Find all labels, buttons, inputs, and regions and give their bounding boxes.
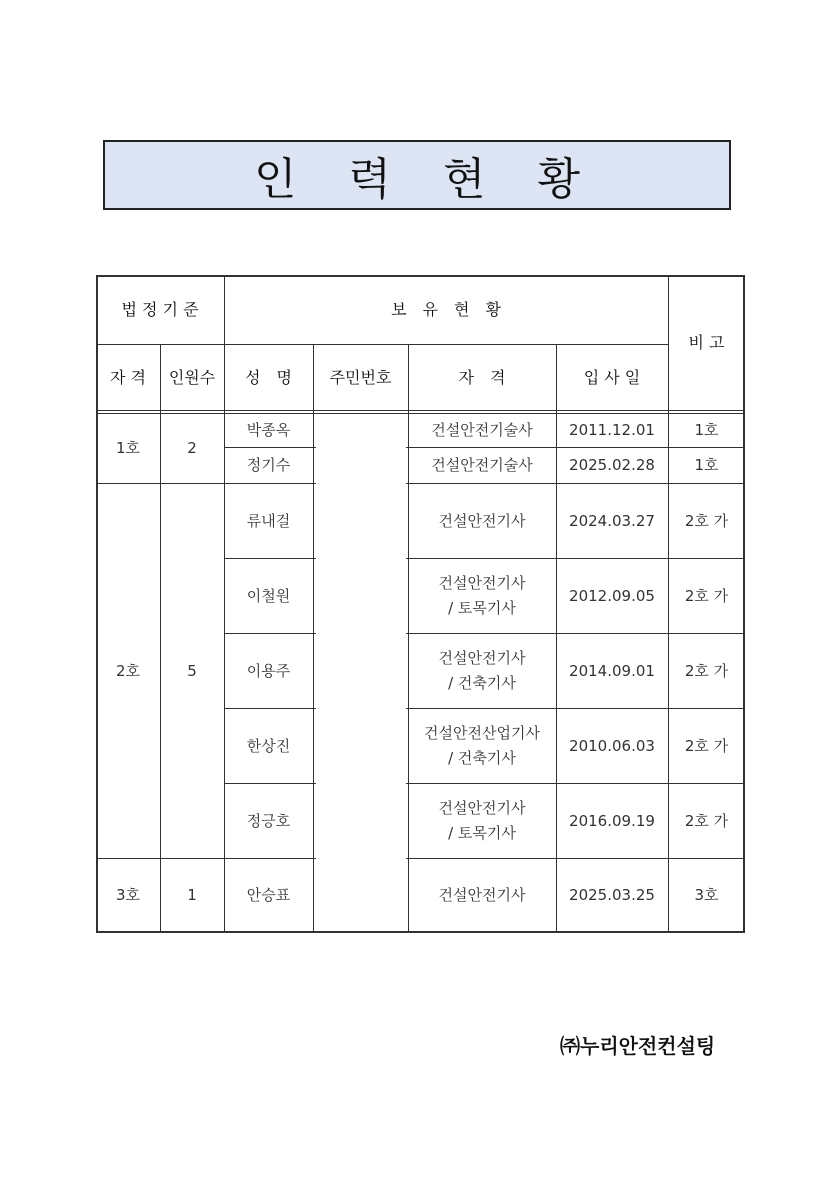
group-grade: 1호 [115, 439, 141, 457]
staff-qualification: 건설안전기사 [438, 885, 526, 904]
staff-name: 박종옥 [246, 421, 291, 439]
company-name: ㈜누리안전컨설팅 [560, 1034, 716, 1058]
staff-name: 이용주 [246, 661, 291, 680]
staff-name: 한상진 [246, 736, 291, 755]
staff-qualification: 건설안전기사 [438, 511, 526, 530]
qualification-line: / 건축기사 [448, 674, 516, 692]
header-remarks: 비 고 [688, 333, 725, 352]
staff-remark: 2호 가 [684, 586, 729, 605]
title-char: 황 [537, 154, 581, 205]
staff-remark: 2호 가 [684, 511, 729, 530]
divider [313, 344, 314, 933]
staff-hire-date: 2011.12.01 [569, 421, 655, 439]
header-legal-standard: 법 정 기 준 [121, 300, 199, 319]
header-headcount: 인원수 [168, 367, 216, 387]
qualification-line: / 토목기사 [448, 599, 516, 617]
qualification-line: / 건축기사 [448, 749, 516, 767]
staff-name: 류내걸 [246, 511, 291, 530]
staff-qualification [408, 634, 556, 708]
qualification-line: 건설안전기사 [438, 574, 526, 592]
qualification-line: 건설안전기사 [438, 649, 526, 667]
staff-table [96, 275, 745, 933]
staff-remark: 2호 가 [684, 811, 729, 830]
header-resident-number: 주민번호 [329, 367, 392, 387]
header-qualification-standard: 자 격 [110, 367, 146, 387]
staff-name: 이철원 [246, 586, 291, 605]
staff-remark: 1호 [694, 421, 719, 439]
staff-hire-date: 2012.09.05 [569, 586, 655, 605]
header-hire-date: 입 사 일 [583, 367, 641, 387]
title-char: 현 [443, 154, 486, 205]
staff-name: 안승표 [246, 885, 291, 904]
divider [96, 410, 745, 411]
staff-hire-date: 2025.03.25 [569, 885, 655, 904]
header-name: 성 명 [245, 367, 292, 387]
title-char: 력 [348, 154, 391, 205]
staff-hire-date: 2016.09.19 [569, 811, 655, 830]
qualification-line: 건설안전산업기사 [424, 724, 540, 742]
staff-qualification: 건설안전기술사 [431, 421, 533, 439]
title-char: 인 [253, 154, 297, 205]
staff-remark: 1호 [694, 456, 719, 474]
header-holdings: 보 유 현 황 [391, 300, 501, 319]
staff-qualification [408, 784, 556, 858]
group-count: 5 [187, 661, 197, 680]
header-qualification: 자 격 [458, 367, 506, 387]
group-count: 1 [187, 885, 197, 904]
group-grade: 3호 [115, 885, 141, 904]
staff-hire-date: 2010.06.03 [569, 736, 655, 755]
staff-remark: 2호 가 [684, 661, 729, 680]
staff-qualification: 건설안전기술사 [431, 456, 533, 474]
staff-remark: 2호 가 [684, 736, 729, 755]
qualification-line: 건설안전기사 [438, 799, 526, 817]
staff-hire-date: 2014.09.01 [569, 661, 655, 680]
staff-qualification [408, 559, 556, 633]
group-grade: 2호 [115, 661, 141, 680]
staff-qualification [408, 709, 556, 783]
staff-name: 정긍호 [246, 811, 291, 830]
staff-hire-date: 2024.03.27 [569, 511, 655, 530]
table-border-bottom [96, 931, 745, 933]
group-count: 2 [187, 439, 197, 457]
staff-name: 정기수 [246, 456, 291, 474]
qualification-line: / 토목기사 [448, 824, 516, 842]
staff-hire-date: 2025.02.28 [569, 456, 655, 474]
staff-remark: 3호 [694, 885, 719, 904]
page-title [103, 140, 731, 210]
